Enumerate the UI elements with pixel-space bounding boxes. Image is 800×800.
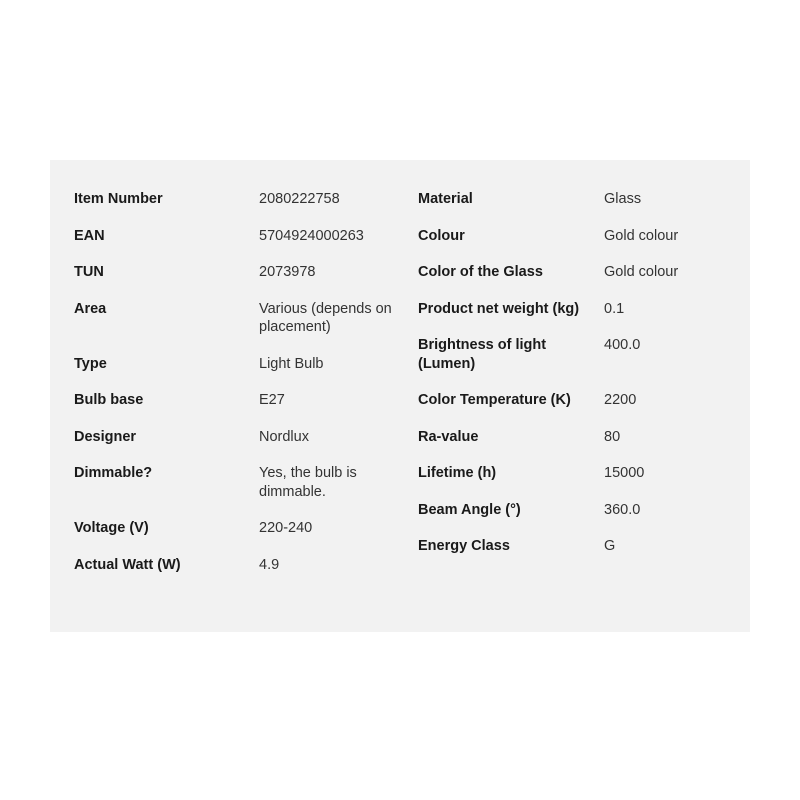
spec-label: Color Temperature (K) — [418, 392, 571, 409]
spec-row — [418, 190, 750, 209]
spec-label: Ra-value — [418, 428, 479, 445]
spec-row — [74, 355, 418, 374]
spec-value: Glass — [604, 191, 642, 207]
spec-label: Dimmable? — [74, 465, 153, 482]
spec-value: Light Bulb — [259, 355, 324, 372]
spec-value: 0.1 — [604, 300, 625, 317]
spec-row — [418, 263, 750, 282]
spec-row — [74, 263, 418, 282]
spec-label: EAN — [74, 227, 105, 244]
spec-row — [74, 464, 418, 501]
spec-value: 360.0 — [604, 501, 641, 518]
spec-value: Nordlux — [259, 428, 309, 445]
spec-value: E27 — [259, 392, 285, 409]
spec-row — [418, 537, 750, 556]
spec-label: TUN — [74, 264, 104, 281]
spec-value: G — [604, 538, 616, 555]
specification-panel — [50, 160, 750, 632]
spec-label: Designer — [74, 428, 137, 445]
spec-row — [74, 300, 418, 337]
spec-label: Beam Angle (°) — [418, 501, 521, 518]
spec-row — [418, 336, 750, 373]
spec-value: Gold colour — [604, 264, 679, 281]
spec-value: 15000 — [604, 465, 645, 482]
spec-label: Area — [74, 300, 107, 317]
spec-row — [418, 300, 750, 319]
spec-label: Energy Class — [418, 538, 510, 555]
spec-row — [418, 464, 750, 483]
spec-label: Colour — [418, 227, 465, 244]
spec-row — [418, 501, 750, 520]
spec-row — [418, 227, 750, 246]
specification-columns — [50, 160, 750, 593]
spec-value: Various (depends on placement) — [259, 300, 392, 336]
spec-row — [74, 227, 418, 246]
spec-value: 5704924000263 — [259, 227, 364, 244]
spec-row — [74, 428, 418, 447]
spec-row — [418, 391, 750, 410]
spec-value: 2080222758 — [259, 191, 340, 207]
spec-label: Bulb base — [74, 392, 144, 409]
spec-label: Type — [74, 355, 107, 372]
specification-column-right — [418, 190, 750, 593]
spec-label: Lifetime (h) — [418, 465, 497, 482]
spec-value: 2073978 — [259, 264, 316, 281]
spec-label: Actual Watt (W) — [74, 557, 181, 574]
specification-column-left — [50, 190, 418, 593]
spec-label: Item Number — [74, 191, 163, 207]
spec-row — [74, 391, 418, 410]
spec-value: 80 — [604, 428, 621, 445]
spec-value: 220-240 — [259, 520, 313, 537]
spec-label: Color of the Glass — [418, 264, 543, 281]
spec-label: Material — [418, 191, 473, 207]
spec-label: Voltage (V) — [74, 520, 149, 537]
spec-label: Product net weight (kg) — [418, 300, 580, 317]
spec-value: Yes, the bulb is dimmable. — [259, 465, 357, 500]
spec-value: 2200 — [604, 392, 637, 409]
spec-row — [74, 556, 418, 575]
spec-label: Brightness of light (Lumen) — [418, 337, 547, 372]
spec-value: 4.9 — [259, 557, 280, 574]
spec-value: 400.0 — [604, 337, 641, 354]
spec-row — [74, 190, 418, 209]
spec-value: Gold colour — [604, 227, 679, 244]
spec-row — [418, 428, 750, 447]
spec-row — [74, 519, 418, 538]
